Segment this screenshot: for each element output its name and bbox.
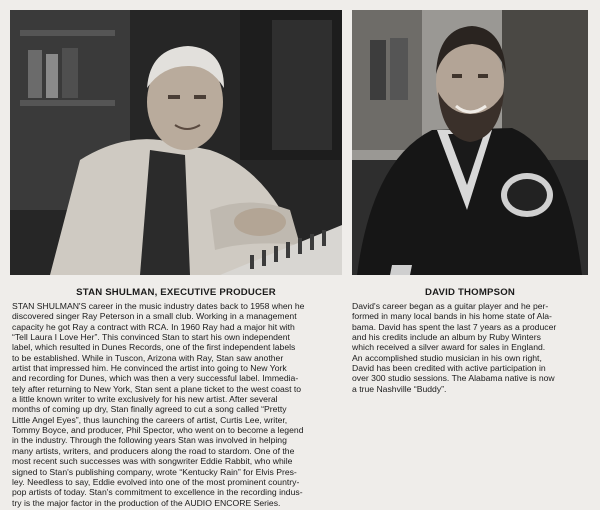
bio-line: label, which resulted in Dunes Records, one of the first independent labels — [12, 342, 296, 353]
bio-line: formed in many local bands in his home state of Ala- — [352, 311, 552, 322]
bio-line: An accomplished studio musician in his own right, — [352, 352, 542, 363]
bio-line: capacity he got Ray a contract with RCA. In 1960 Ray had a major hit with — [12, 321, 295, 332]
bio-line: and recording for Dunes, which was then a very successful label. Immedia- — [12, 373, 299, 384]
bio-line: David has been credited with active participation in — [352, 363, 546, 374]
david-thompson-title: DAVID THOMPSON — [424, 287, 516, 298]
bio-line: artist that impressed him. He convinced the artist into going to New York — [12, 363, 287, 374]
photo-stan-shulman — [10, 10, 342, 275]
bio-line: bama. David has spent the last 7 years as a producer — [352, 321, 557, 332]
bio-line: signed to Stan's publishing company, wrote “Kentucky Rain” for Elvis Pres- — [12, 466, 297, 477]
stan-shulman-bio — [12, 301, 348, 508]
photo-david-thompson — [352, 10, 588, 275]
portrait-illustration — [10, 10, 342, 275]
bio-line: a true Nashville “Buddy”. — [352, 383, 447, 394]
bio-line: in the industry. Through the following years Stan was involved in helping — [12, 435, 287, 446]
bio-line: Little Angel Eyes”, thus launching the careers of artist, Curtis Lee, writer, — [12, 414, 288, 425]
bio-line: pop artists of today. Stan's commitment to excellence in the recording indus- — [12, 487, 303, 498]
bio-line: which received a silver award for sales in England. — [352, 342, 546, 353]
bio-line: “Tell Laura I Love Her”. This convinced Stan to start his own independent — [12, 332, 290, 343]
bio-line: many artists, writers, and producers along the road to stardom. One of the — [12, 445, 295, 456]
bio-line: to be established. While in Tuscon, Arizona with Ray, Stan saw another — [12, 352, 284, 363]
bio-line: months of coming up dry, Stan finally agreed to cut a song called “Pretty — [12, 404, 287, 415]
bio-line: over 300 studio sessions. The Alabama native is now — [352, 373, 555, 384]
david-thompson-bio — [352, 301, 590, 394]
bio-line: ley. Needless to say, Eddie evolved into one of the most prominent country- — [12, 476, 300, 487]
bio-line: most recent such successes was with songwriter Eddie Rabbit, who while — [12, 456, 293, 467]
stan-shulman-title: STAN SHULMAN, EXECUTIVE PRODUCER — [76, 287, 276, 298]
portrait-illustration — [352, 10, 588, 275]
bio-line: a little known writer to write exclusively for his new artist. After several — [12, 394, 278, 405]
bio-line: David's career began as a guitar player and he per- — [352, 301, 549, 311]
bio-line: STAN SHULMAN'S career in the music industry dates back to 1958 when he — [12, 301, 305, 311]
bio-line: tely after returning to New York, Stan sent a plane ticket to the west coast to — [12, 383, 302, 394]
bio-line: try is the major factor in the production of the AUDIO ENCORE Series. — [12, 497, 281, 508]
bio-line: discovered singer Ray Peterson in a small club. Working in a management — [12, 311, 297, 322]
bio-line: Tommy Boyce, and producer, Phil Spector, who went on to become a legend — [12, 425, 304, 436]
bio-line: and his credits include an album by Ruby Winters — [352, 332, 541, 343]
